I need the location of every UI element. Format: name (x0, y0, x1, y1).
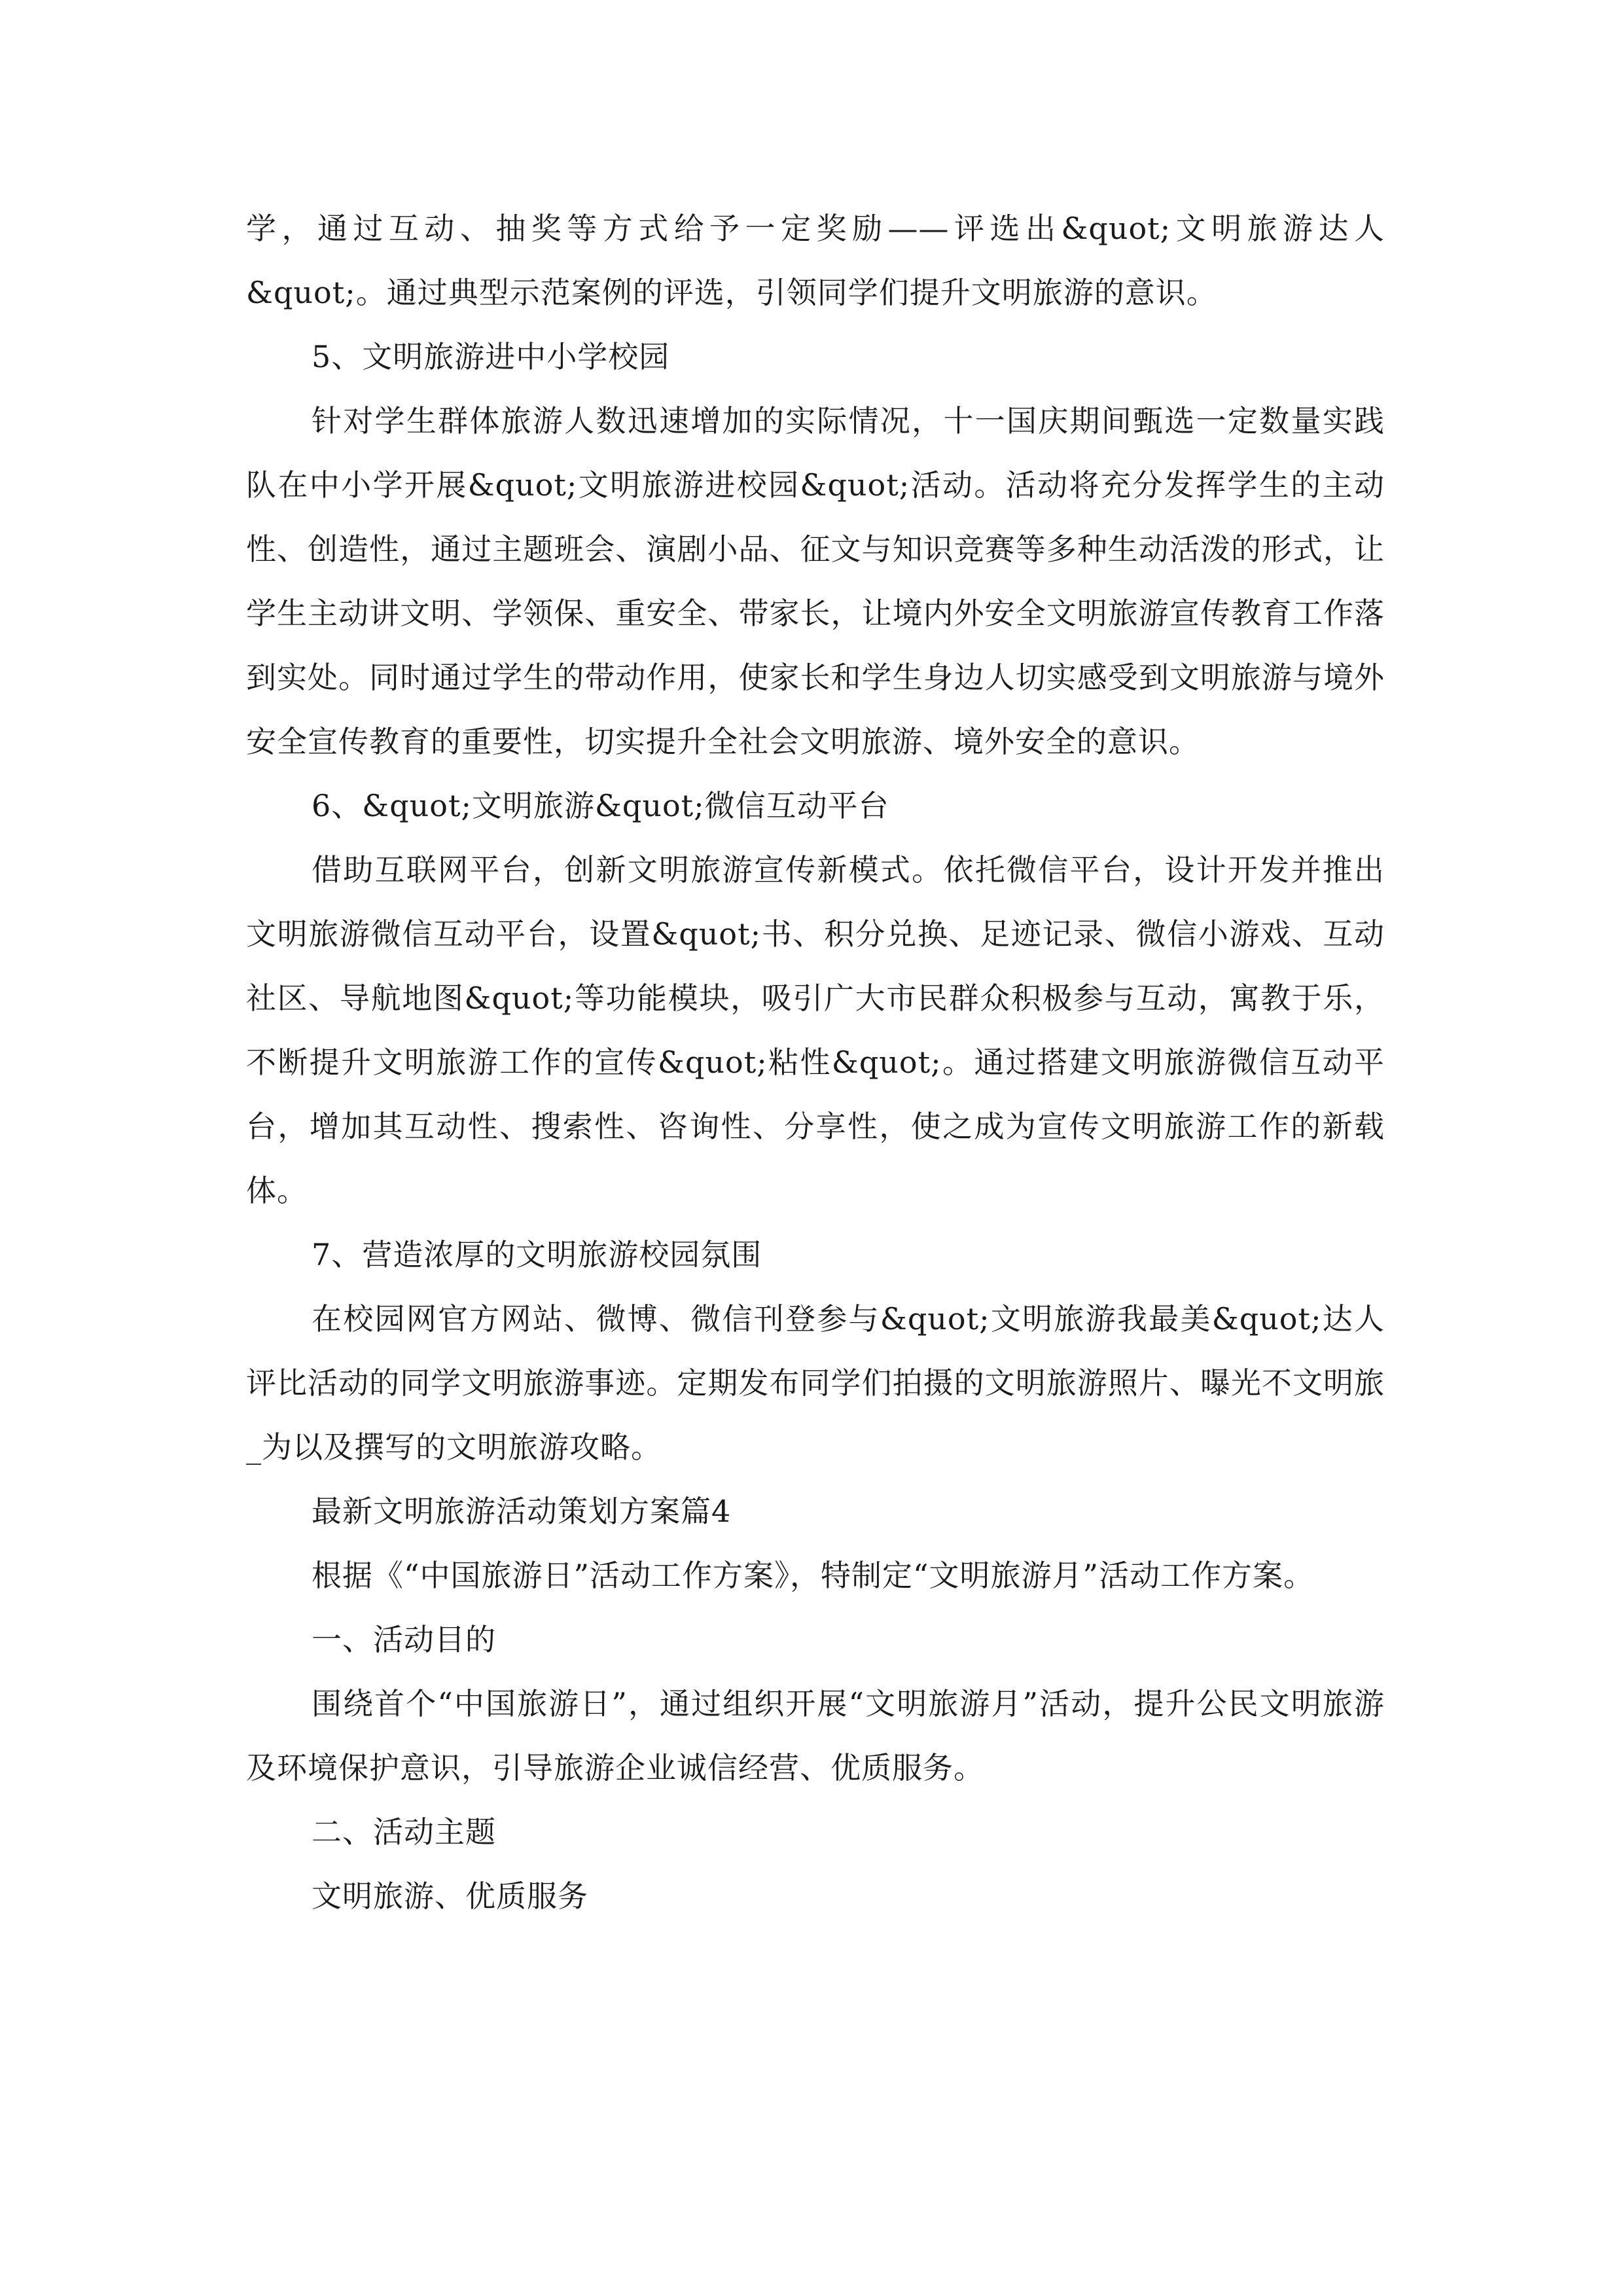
paragraph: 学，通过互动、抽奖等方式给予一定奖励——评选出&quot;文明旅游达人&quot;。通过典型示范案例的评选，引领同学们提升文明旅游的意识。 (246, 211, 1385, 310)
article-title: 最新文明旅游活动策划方案篇4 (312, 1494, 732, 1529)
section-heading: 一、活动目的 (312, 1622, 496, 1657)
section-heading: 7、营造浓厚的文明旅游校园氛围 (312, 1237, 762, 1272)
theme-line: 文明旅游、优质服务 (312, 1878, 588, 1914)
section-heading: 5、文明旅游进中小学校园 (312, 339, 670, 374)
paragraph: 借助互联网平台，创新文明旅游宣传新模式。依托微信平台，设计开发并推出文明旅游微信互动平台，设置&quot;书、积分兑换、足迹记录、微信小游戏、互动社区、导航地图&quot;等功能模块，吸引广大市民群众积极参与互动，寓教于乐，不断提升文明旅游工作的宣传&quot;粘性&quot;。通过搭建文明旅游微信互动平台，增加其互动性、搜索性、咨询性、分享性，使之成为宣传文明旅游工作的新载体。 (246, 852, 1385, 1208)
section-heading: 二、活动主题 (312, 1814, 496, 1850)
paragraph: 在校园网官方网站、微博、微信刊登参与&quot;文明旅游我最美&quot;达人评比活动的同学文明旅游事迹。定期发布同学们拍摄的文明旅游照片、曝光不文明旅_为以及撰写的文明旅游攻略。 (246, 1301, 1385, 1465)
paragraph: 针对学生群体旅游人数迅速增加的实际情况，十一国庆期间甄选一定数量实践队在中小学开展&quot;文明旅游进校园&quot;活动。活动将充分发挥学生的主动性、创造性，通过主题班会、演剧小品、征文与知识竞赛等多种生动活泼的形式，让学生主动讲文明、学领保、重安全、带家长，让境内外安全文明旅游宣传教育工作落到实处。同时通过学生的带动作用，使家长和学生身边人切实感受到文明旅游与境外安全宣传教育的重要性，切实提升全社会文明旅游、境外安全的意识。 (246, 403, 1385, 759)
document-page (246, 196, 1385, 1928)
section-heading: 6、&quot;文明旅游&quot;微信互动平台 (312, 788, 889, 823)
paragraph: 围绕首个“中国旅游日”，通过组织开展“文明旅游月”活动，提升公民文明旅游及环境保护意识，引导旅游企业诚信经营、优质服务。 (246, 1686, 1385, 1785)
paragraph: 根据《“中国旅游日”活动工作方案》，特制定“文明旅游月”活动工作方案。 (312, 1558, 1315, 1593)
